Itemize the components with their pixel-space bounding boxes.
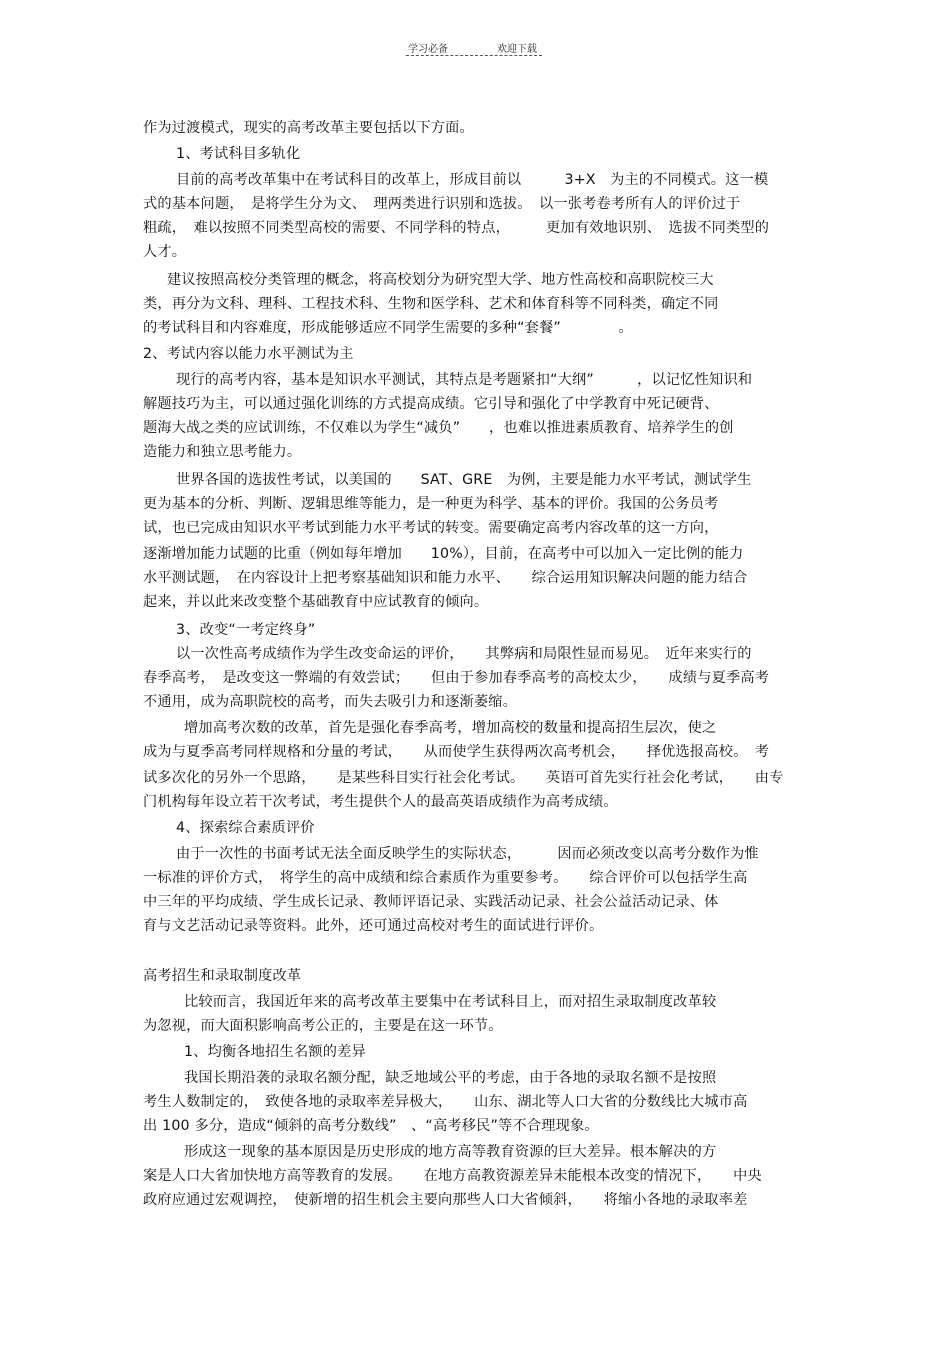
section-heading: 1、均衡各地招生名额的差异: [184, 1044, 366, 1060]
text-line: 育与文艺活动记录等资料。此外，还可通过高校对考生的面试进行评价。: [143, 918, 604, 934]
header-dashed-rule: [406, 55, 542, 56]
text-line: 考生人数制定的， 致使各地的录取率差异极大， 山东、湖北等人口大省的分数线比大城市高: [143, 1094, 748, 1110]
section-title: 高考招生和录取制度改革: [143, 968, 302, 984]
text-line: 造能力和独立思考能力。: [143, 444, 302, 460]
header-right-text: 欢迎下载: [497, 44, 537, 55]
text-line: 建议按照高校分类管理的概念，将高校划分为研究型大学、地方性高校和高职院校三大: [167, 272, 714, 288]
text-line: 现行的高考内容，基本是知识水平测试，其特点是考题紧扣“大纲” ，以记忆性知识和: [176, 372, 753, 388]
text-line: 增加高考次数的改革，首先是强化春季高考，增加高校的数量和提高招生层次，使之: [184, 720, 717, 736]
text-line: 政府应通过宏观调控， 使新增的招生机会主要向那些人口大省倾斜， 将缩小各地的录取率差: [143, 1192, 748, 1208]
section-heading: 2、考试内容以能力水平测试为主: [143, 346, 354, 362]
text-line: 中三年的平均成绩、学生成长记录、教师评语记录、实践活动记录、社会公益活动记录、体: [143, 894, 719, 910]
text-line: 粗疏， 难以按照不同类型高校的需要、不同学科的特点， 更加有效地识别、 选拔不同类型的: [143, 220, 770, 236]
text-line: 作为过渡模式，现实的高考改革主要包括以下方面。: [143, 120, 474, 136]
text-line: 题海大战之类的应试训练，不仅难以为学生“减负” ，也难以推进素质教育、培养学生的创: [143, 420, 734, 436]
section-heading: 3、改变“一考定终身”: [176, 622, 316, 638]
text-line: 试，也已完成由知识水平考试到能力水平考试的转变。需要确定高考内容改革的这一方向，: [143, 520, 719, 536]
text-line: 起来，并以此来改变整个基础教育中应试教育的倾向。: [143, 594, 489, 610]
text-line: 水平测试题， 在内容设计上把考察基础知识和能力水平、 综合运用知识解决问题的能力结合: [143, 570, 748, 586]
text-line: 出 100 多分，造成“倾斜的高考分数线” 、“高考移民”等不合理现象。: [143, 1118, 599, 1134]
text-line: 不通用，成为高职院校的高考，而失去吸引力和逐渐萎缩。: [143, 694, 518, 710]
text-line: 成为与夏季高考同样规格和分量的考试， 从而使学生获得两次高考机会， 择优选报高校。 考: [143, 744, 770, 760]
text-line: 世界各国的选拔性考试，以美国的 SAT、GRE 为例，主要是能力水平考试，测试学生: [176, 472, 752, 488]
text-line: 我国长期沿袭的录取名额分配，缺乏地域公平的考虑，由于各地的录取名额不是按照: [184, 1070, 717, 1086]
text-line: 逐渐增加能力试题的比重（例如每年增加 10%），目前，在高考中可以加入一定比例的能力: [143, 546, 744, 562]
text-line: 解题技巧为主，可以通过强化训练的方式提高成绩。它引导和强化了中学教育中死记硬背、: [143, 396, 719, 412]
text-line: 类，再分为文科、理科、工程技术科、生物和医学科、艺术和体育科等不同科类，确定不同: [143, 296, 719, 312]
section-heading: 4、探索综合素质评价: [176, 820, 315, 836]
text-line: 门机构每年设立若干次考试，考生提供个人的最高英语成绩作为高考成绩。: [143, 794, 618, 810]
text-line: 春季高考， 是改变这一弊端的有效尝试； 但由于参加春季高考的高校太少， 成绩与夏季高考: [143, 670, 770, 686]
text-line: 比较而言，我国近年来的高考改革主要集中在考试科目上，而对招生录取制度改革较: [184, 994, 717, 1010]
text-line: 人才。: [143, 244, 187, 260]
section-heading: 1、考试科目多轨化: [176, 146, 301, 162]
text-line: 目前的高考改革集中在考试科目的改革上，形成目前以 3+X 为主的不同模式。这一模: [176, 172, 769, 188]
text-line: 试多次化的另外一个思路， 是某些科目实行社会化考试。 英语可首先实行社会化考试， 由专: [143, 770, 784, 786]
text-line: 案是人口大省加快地方高等教育的发展。 在地方高教资源差异未能根本改变的情况下， 中央: [143, 1168, 762, 1184]
text-line: 的考试科目和内容难度，形成能够适应不同学生需要的多种“套餐” 。: [143, 320, 633, 336]
text-line: 更为基本的分析、判断、逻辑思维等能力，是一种更为科学、基本的评价。我国的公务员考: [143, 496, 719, 512]
text-line: 以一次性高考成绩作为学生改变命运的评价， 其弊病和局限性显而易见。 近年来实行的: [176, 646, 752, 662]
text-line: 式的基本问题， 是将学生分为文、 理两类进行识别和选拔。 以一张考卷考所有人的评价过于: [143, 196, 741, 212]
text-line: 由于一次性的书面考试无法全面反映学生的实际状态， 因而必须改变以高考分数作为惟: [176, 846, 759, 862]
text-line: 一标准的评价方式， 将学生的高中成绩和综合素质作为重要参考。 综合评价可以包括学生高: [143, 870, 748, 886]
header-left-text: 学习必备: [408, 44, 448, 55]
text-line: 形成这一现象的基本原因是历史形成的地方高等教育资源的巨大差异。根本解决的方: [184, 1144, 717, 1160]
text-line: 为忽视，而大面积影响高考公正的，主要是在这一环节。: [143, 1018, 503, 1034]
